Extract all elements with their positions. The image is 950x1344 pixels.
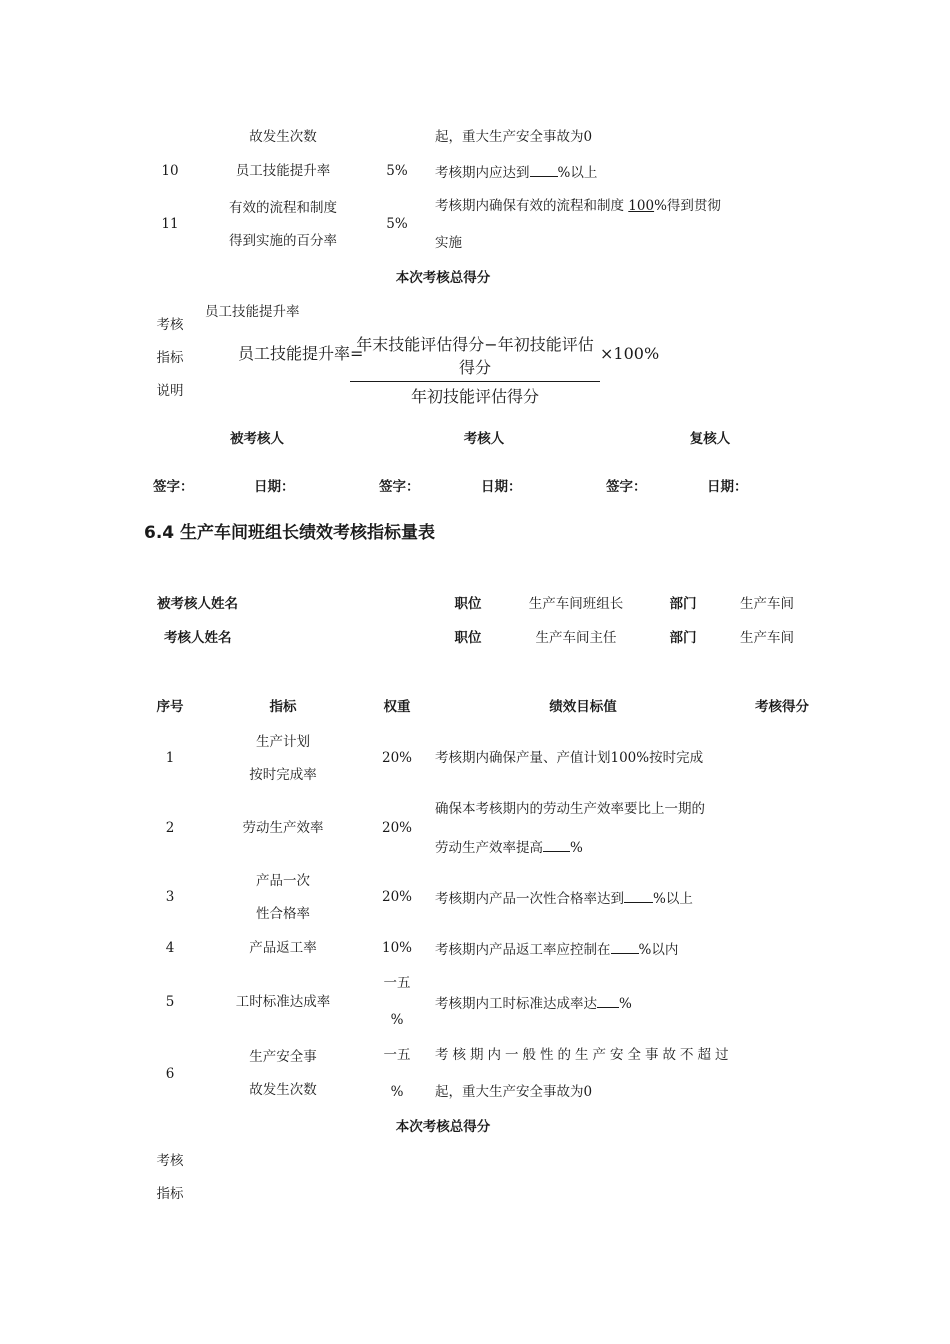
info-row1-pos-label: 职位 <box>454 596 482 612</box>
info-row2-dept-label: 部门 <box>669 630 697 646</box>
row4-target-pre: 考核期内产品返工率应控制在 <box>435 942 611 958</box>
header-no: 序号 <box>156 699 184 715</box>
row6-target-line2: 起，重大生产安全事故为0 <box>435 1084 593 1100</box>
kpi-notes-label-1: 考核 <box>156 1153 184 1169</box>
row6-target-line1: 考核期内一般性的生产安全事故不超过 <box>435 1047 733 1063</box>
header-target: 绩效目标值 <box>549 699 617 715</box>
date-label-2: 日期： <box>481 479 522 495</box>
row3-weight: 20% <box>381 889 413 905</box>
row4-blank <box>611 942 639 954</box>
formula-lhs: 员工技能提升率= <box>238 344 364 363</box>
row3-no: 3 <box>165 889 175 905</box>
row10-weight: 5% <box>386 163 408 179</box>
formula-denominator: 年初技能评估得分 <box>410 387 539 406</box>
row11-indicator-line2: 得到实施的百分率 <box>229 233 337 249</box>
row5-target <box>435 996 632 1012</box>
notes-title: 员工技能提升率 <box>205 304 300 320</box>
row1-no: 1 <box>165 750 175 766</box>
row4-no: 4 <box>165 940 175 956</box>
info-row2-pos-value: 生产车间主任 <box>535 630 617 646</box>
row6-weight-line2: % <box>390 1084 404 1100</box>
formula-numerator: 年末技能评估得分−年初技能评估得分 <box>350 332 600 382</box>
header-weight: 权重 <box>383 699 411 715</box>
sign-label-2: 签字： <box>379 479 420 495</box>
row5-weight-line1: 一五 <box>383 975 411 991</box>
notes-label-1: 考核 <box>156 317 184 333</box>
row5-blank <box>597 996 619 1008</box>
date-label-1: 日期： <box>254 479 295 495</box>
info-row1-dept-value: 生产车间 <box>740 596 794 612</box>
row2-indicator: 劳动生产效率 <box>242 820 324 836</box>
row1-weight: 20% <box>381 750 413 766</box>
row6-no: 6 <box>165 1066 175 1082</box>
info-row2-dept-value: 生产车间 <box>740 630 794 646</box>
row11-target-post: %得到贯彻 <box>654 198 721 214</box>
row9-indicator-tail: 故发生次数 <box>249 129 317 145</box>
row11-indicator-line1: 有效的流程和制度 <box>229 200 337 216</box>
row2-no: 2 <box>165 820 175 836</box>
header-indicator: 指标 <box>269 699 297 715</box>
row2-target-post: % <box>570 840 583 856</box>
row5-indicator: 工时标准达成率 <box>235 994 331 1010</box>
row2-target-line1: 确保本考核期内的劳动生产效率要比上一期的 <box>435 801 705 817</box>
info-row1-pos-value: 生产车间班组长 <box>528 596 624 612</box>
role-reviewer: 复核人 <box>689 431 731 447</box>
kpi-notes-label-2: 指标 <box>156 1186 184 1202</box>
row2-target-line2 <box>435 840 583 856</box>
row1-indicator-line1: 生产计划 <box>256 734 310 750</box>
row2-blank <box>543 840 570 852</box>
row5-weight-line2: % <box>390 1012 404 1028</box>
row3-indicator-line2: 性合格率 <box>256 906 310 922</box>
sign-label-1: 签字： <box>153 479 194 495</box>
top-total-label: 本次考核总得分 <box>395 270 491 286</box>
section-title: 6.4 生产车间班组长绩效考核指标量表 <box>144 523 436 543</box>
row11-target-num: 100 <box>628 198 655 214</box>
row10-target-pre: 考核期内应达到 <box>435 165 530 181</box>
row11-target-line1 <box>435 200 721 214</box>
row6-indicator-line2: 故发生次数 <box>249 1082 317 1098</box>
notes-label-2: 指标 <box>156 350 184 366</box>
formula-fraction <box>350 332 600 407</box>
row10-indicator: 员工技能提升率 <box>235 163 331 179</box>
row11-no: 11 <box>161 216 179 232</box>
row9-target-tail: 起，重大生产安全事故为0 <box>435 129 593 145</box>
row5-target-pre: 考核期内工时标准达成率达 <box>435 996 597 1012</box>
sign-label-3: 签字： <box>606 479 647 495</box>
row10-target-post: %以上 <box>557 165 598 181</box>
info-row1-dept-label: 部门 <box>669 596 697 612</box>
row4-target <box>435 942 678 958</box>
row5-no: 5 <box>165 994 175 1010</box>
row6-indicator-line1: 生产安全事 <box>249 1049 317 1065</box>
date-label-3: 日期： <box>707 479 748 495</box>
info-row2-name-label: 考核人姓名 <box>164 630 232 646</box>
row3-blank <box>624 891 653 903</box>
info-row1-name-label: 被考核人姓名 <box>157 596 238 612</box>
row1-target: 考核期内确保产量、产值计划100%按时完成 <box>435 750 704 766</box>
row10-blank <box>530 165 558 177</box>
row2-target-pre: 劳动生产效率提高 <box>435 840 543 856</box>
row11-target-line2: 实施 <box>435 235 462 251</box>
kpi-total-label: 本次考核总得分 <box>395 1119 491 1135</box>
row10-target <box>435 165 597 181</box>
row2-weight: 20% <box>381 820 413 836</box>
formula-rhs: ×100% <box>600 344 660 363</box>
row6-weight-line1: 一五 <box>383 1047 411 1063</box>
row11-target-pre: 考核期内确保有效的流程和制度 <box>435 198 629 214</box>
row4-weight: 10% <box>381 940 413 956</box>
row1-indicator-line2: 按时完成率 <box>249 767 317 783</box>
row11-weight: 5% <box>386 216 408 232</box>
row10-no: 10 <box>161 163 179 179</box>
role-assessee: 被考核人 <box>230 431 284 447</box>
row3-target-pre: 考核期内产品一次性合格率达到 <box>435 891 624 907</box>
row3-target-post: %以上 <box>653 891 693 907</box>
row4-indicator: 产品返工率 <box>249 940 317 956</box>
notes-label-3: 说明 <box>156 383 184 399</box>
info-row2-pos-label: 职位 <box>454 630 482 646</box>
row3-target <box>435 891 693 907</box>
role-assessor: 考核人 <box>463 431 505 447</box>
row5-target-post: % <box>619 996 632 1012</box>
header-score: 考核得分 <box>755 699 809 715</box>
row4-target-post: %以内 <box>638 942 679 958</box>
row3-indicator-line1: 产品一次 <box>256 873 310 889</box>
